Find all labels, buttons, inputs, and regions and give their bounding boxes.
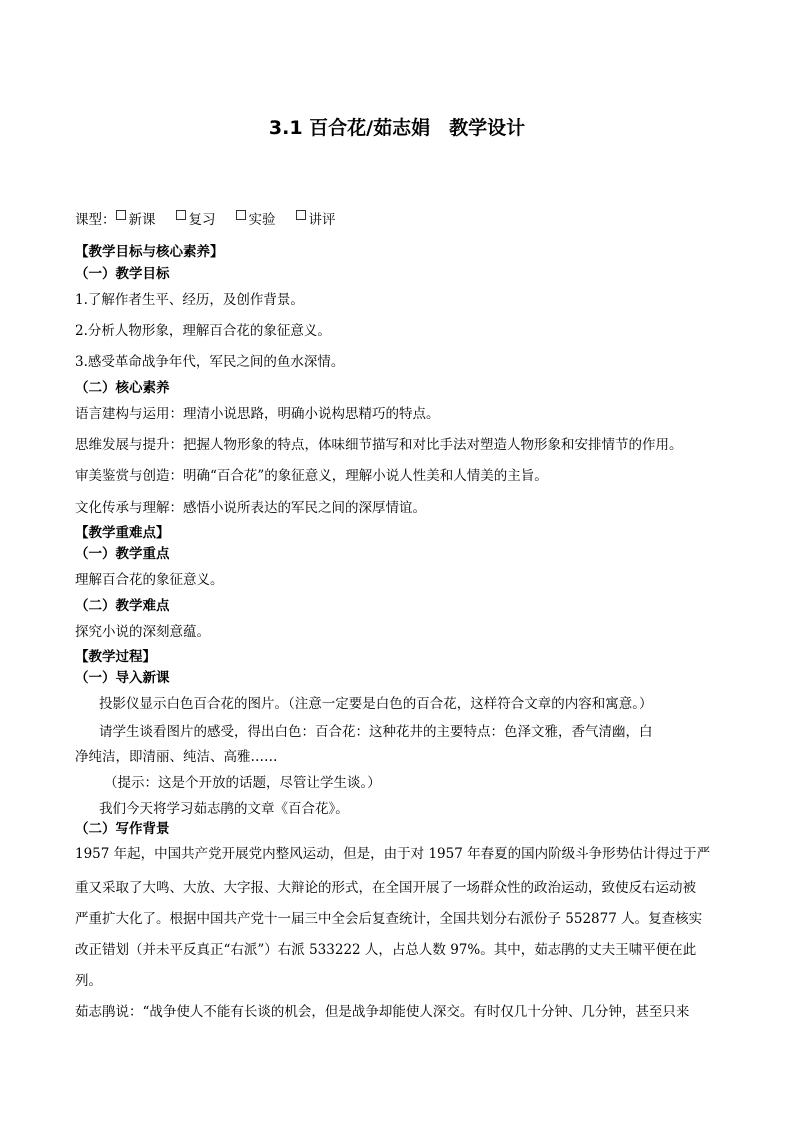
checkbox-icon[interactable] (236, 210, 246, 220)
checkbox-icon[interactable] (296, 210, 306, 220)
checkbox-icon[interactable] (116, 210, 126, 220)
checkbox-icon[interactable] (176, 210, 186, 220)
subheading-key-point: （一）教学重点 (75, 546, 170, 562)
paragraph-line: 请学生谈看图片的感受，得出白色：百合花：这种花井的主要特点：色泽文雅，香气清幽，白 (99, 724, 653, 740)
paragraph-line: （提示：这是个开放的话题，尽管让学生谈。） (104, 775, 381, 791)
paragraph-line: 茹志鹃说：“战争使人不能有长谈的机会，但是战争却能使人深交。有时仅几十分钟、几分钟，甚至只来 (75, 1004, 690, 1020)
core-item: 文化传承与理解：感悟小说所表达的军民之间的深厚情谊。 (75, 500, 426, 516)
key-point-text: 理解百合花的象征意义。 (75, 572, 224, 588)
lesson-type-option-new[interactable]: 新课 (116, 208, 156, 228)
subheading-core-literacy: （二）核心素养 (75, 380, 170, 396)
difficulty-text: 探究小说的深刻意蕴。 (75, 624, 210, 640)
core-item: 思维发展与提升：把握人物形象的特点，体味细节描写和对比手法对塑造人物形象和安排情节的作用。 (75, 437, 683, 453)
goal-item: 2.分析人物形象，理解百合花的象征意义。 (75, 323, 331, 339)
paragraph-line: 我们今天将学习茹志鹃的文章《百合花》。 (99, 801, 349, 817)
lesson-type-option-review[interactable]: 复习 (176, 208, 216, 228)
subheading-difficulty: （二）教学难点 (75, 598, 170, 614)
subheading-introduction: （一）导入新课 (75, 670, 170, 686)
core-item: 语言建构与运用：理清小说思路，明确小说构思精巧的特点。 (75, 406, 440, 422)
section-heading-key-points: 【教学重难点】 (75, 525, 170, 541)
goal-item: 3.感受革命战争年代，军民之间的鱼水深情。 (75, 354, 345, 370)
document-title: 3.1 百合花/茹志娟 教学设计 (268, 117, 526, 139)
lesson-type-row (75, 208, 356, 228)
paragraph-line: 投影仪显示白色百合花的图片。（注意一定要是白色的百合花，这样符合文章的内容和寓意。） (99, 696, 653, 712)
paragraph-line: 改正错划（并未平反真正“右派”）右派 533222 人，占总人数 97%。其中，茹志鹃的丈夫王啸平便在此 (75, 942, 697, 958)
lesson-type-option-experiment[interactable]: 实验 (236, 208, 276, 228)
section-heading-goals: 【教学目标与核心素养】 (75, 244, 224, 260)
paragraph-line: 1957 年起，中国共产党开展党内整风运动，但是，由于对 1957 年春夏的国内阶级斗争形势估计得过于严 (75, 846, 711, 862)
subheading-teaching-goals: （一）教学目标 (75, 266, 170, 282)
section-heading-process: 【教学过程】 (75, 649, 156, 665)
lesson-type-option-lecture[interactable]: 讲评 (296, 208, 336, 228)
core-item: 审美鉴赏与创造：明确“百合花”的象征意义，理解小说人性美和人情美的主旨。 (75, 468, 548, 484)
subheading-background: （二）写作背景 (75, 821, 170, 837)
paragraph-line: 严重扩大化了。根据中国共产党十一届三中全会后复查统计，全国共划分右派份子 552877 人。复查核实 (75, 911, 703, 927)
paragraph-line: 重又采取了大鸣、大放、大字报、大辩论的形式，在全国开展了一场群众性的政治运动，致使反右运动被 (75, 880, 696, 896)
goal-item: 1.了解作者生平、经历，及创作背景。 (75, 292, 304, 308)
paragraph-line: 净纯洁，即清丽、纯洁、高雅…… (75, 749, 278, 765)
paragraph-line: 列。 (75, 973, 102, 989)
lesson-type-label: 课型： (75, 212, 116, 228)
